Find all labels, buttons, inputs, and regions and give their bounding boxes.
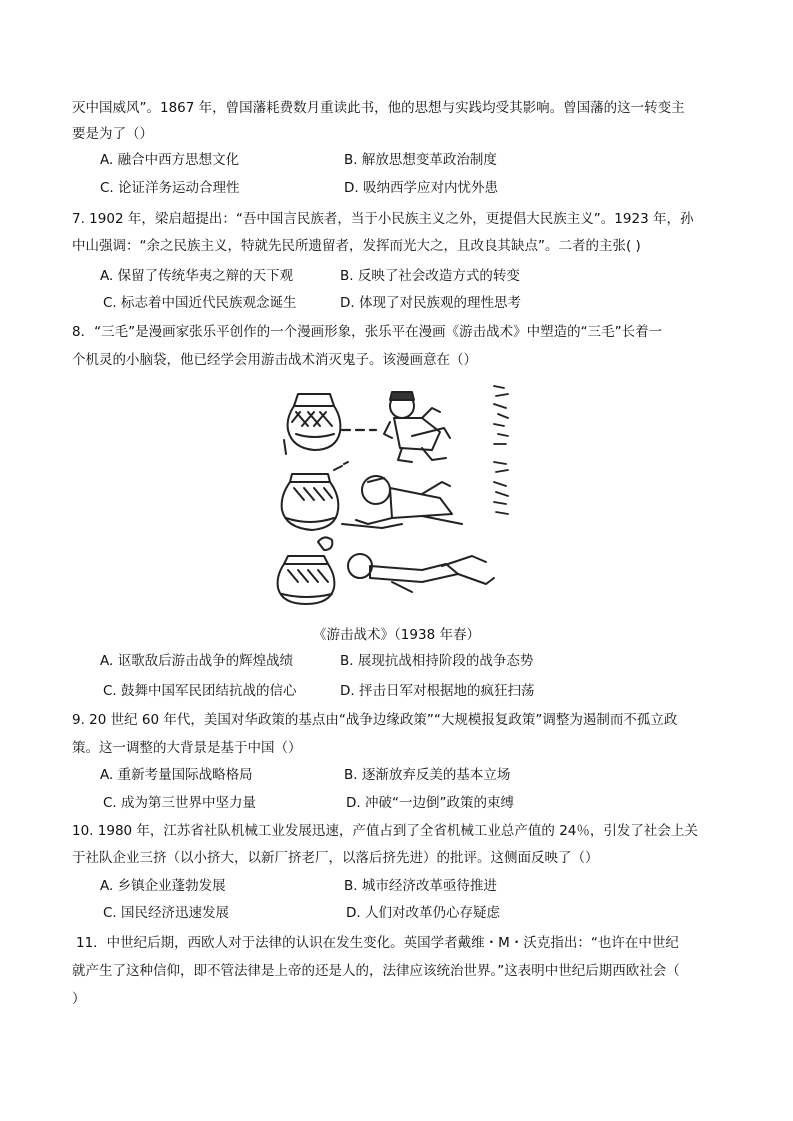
- soldier-3: [348, 554, 494, 592]
- q11-stem-line-3: ）: [72, 991, 86, 1007]
- q7-stem-line-2: 中山强调：“余之民族主义，特就先民所遗留者，发挥而光大之，且改良其缺点”。二者的主张( ): [72, 238, 641, 254]
- comic-illustration: [272, 378, 524, 608]
- jar-3: [278, 556, 335, 604]
- q6-option-a: A. 融合中西方思想文化: [100, 152, 240, 168]
- comic-figure: [272, 378, 524, 608]
- q11-stem-line-1: 11．中世纪后期，西欧人对于法律的认识在发生变化。英国学者戴维・M・沃克指出：“也许在中世纪: [76, 935, 679, 951]
- q7-option-a: A. 保留了传统华夷之辩的天下观: [100, 268, 294, 284]
- q6-option-b: B. 解放思想变革政治制度: [344, 152, 497, 168]
- q9-option-d: D. 冲破“一边倒”政策的束缚: [346, 795, 514, 811]
- q8-stem-line-2: 个机灵的小脑袋，他已经学会用游击战术消灭鬼子。该漫画意在（）: [72, 352, 477, 368]
- q8-option-a: A. 讴歌敌后游击战争的辉煌战绩: [100, 653, 294, 669]
- q7-option-d: D. 体现了对民族观的理性思考: [340, 295, 521, 311]
- q9-stem-line-2: 策。这一调整的大背景是基于中国（）: [72, 740, 302, 756]
- q9-option-c: C. 成为第三世界中坚力量: [103, 795, 257, 811]
- q6-stem-line-2: 要是为了（）: [72, 126, 153, 142]
- q8-option-d: D. 抨击日军对根据地的疯狂扫荡: [340, 683, 535, 699]
- q10-option-c: C. 国民经济迅速发展: [103, 905, 230, 921]
- q11-stem-line-2: 就产生了这种信仰，即不管法律是上帝的还是人的，法律应该统治世界。”这表明中世纪后期西欧社会（: [72, 963, 680, 979]
- q10-option-a: A. 乡镇企业蓬勃发展: [100, 878, 226, 894]
- q10-option-d: D. 人们对改革仍心存疑虑: [346, 905, 500, 921]
- q10-option-b: B. 城市经济改革亟待推进: [344, 878, 497, 894]
- q6-stem-line-1: 灭中国威风”。1867 年，曾国藩耗费数月重读此书，他的思想与实践均受其影响。曾国藩的这一转变主: [72, 100, 685, 116]
- jar-2: [282, 474, 339, 530]
- soldier-1: [384, 392, 450, 462]
- q8-option-b: B. 展现抗战相持阶段的战争态势: [340, 653, 534, 669]
- jar-1: [288, 394, 341, 450]
- soldier-2: [342, 476, 462, 528]
- q10-stem-line-2: 于社队企业三挤（以小挤大，以新厂挤老厂，以落后挤先进）的批评。这侧面反映了（）: [72, 850, 599, 866]
- q8-stem-line-1: 8．“三毛”是漫画家张乐平创作的一个漫画形象，张乐平在漫画《游击战术》中塑造的“三毛”长着一: [72, 324, 663, 340]
- q7-option-b: B. 反映了社会改造方式的转变: [340, 268, 520, 284]
- q7-option-c: C. 标志着中国近代民族观念诞生: [103, 295, 297, 311]
- q7-stem-line-1: 7. 1902 年，梁启超提出：“吾中国言民族者，当于小民族主义之外，更提倡大民族主义”。1923 年，孙: [72, 211, 694, 227]
- figure-caption: 《游击战术》（1938 年春）: [313, 627, 480, 643]
- q9-option-b: B. 逐渐放弃反美的基本立场: [344, 767, 511, 783]
- q9-stem-line-1: 9. 20 世纪 60 年代，美国对华政策的基点由“战争边缘政策”“大规模报复政策”调整为遏制而不孤立政: [72, 712, 678, 728]
- q8-option-c: C. 鼓舞中国军民团结抗战的信心: [103, 683, 297, 699]
- q10-stem-line-1: 10. 1980 年，江苏省社队机械工业发展迅速，产值占到了全省机械工业总产值的 24％，引发了社会上关: [72, 823, 698, 839]
- q6-option-c: C. 论证洋务运动合理性: [100, 180, 240, 196]
- q6-option-d: D. 吸纳西学应对内忧外患: [344, 180, 498, 196]
- q9-option-a: A. 重新考量国际战略格局: [100, 767, 253, 783]
